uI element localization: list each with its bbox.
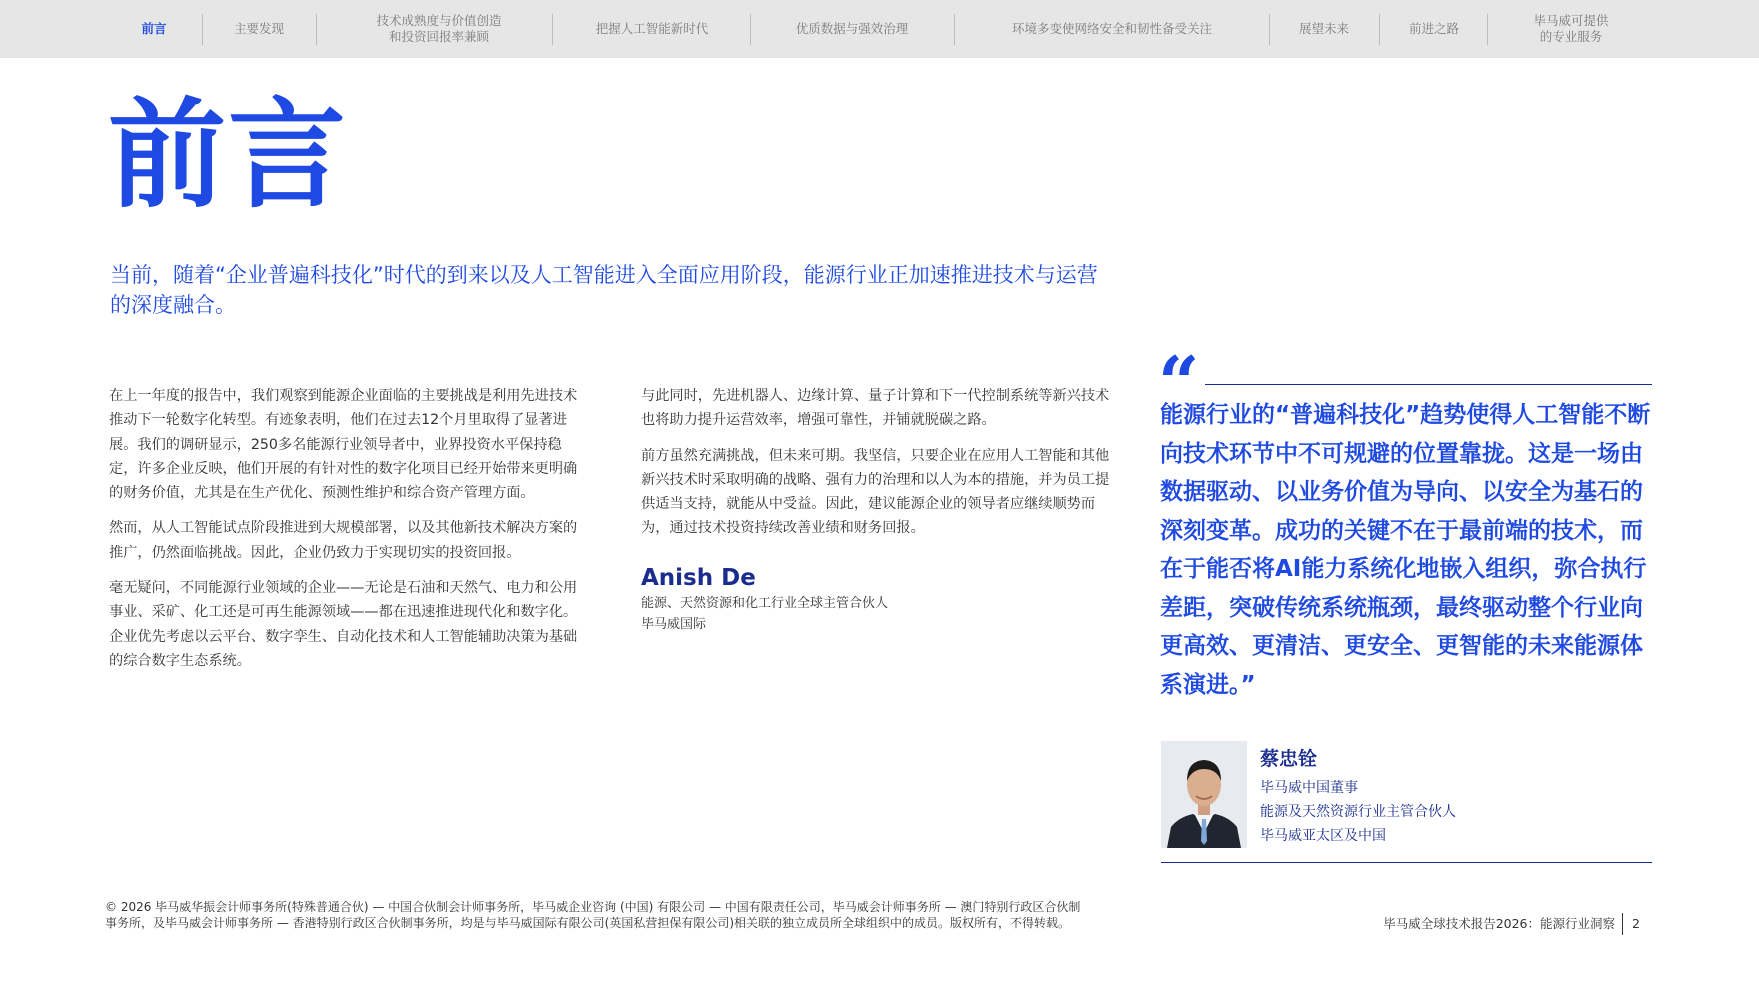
nav-item-way-forward[interactable]: 前进之路 (1408, 21, 1459, 36)
body-column-2 (641, 384, 1113, 635)
quote-author-name: 蔡忠铨 (1260, 748, 1318, 770)
quote-bottom-rule (1161, 862, 1652, 863)
nav-item-services[interactable]: 毕马威可提供 的专业服务 (1533, 13, 1609, 44)
nav-divider (1487, 14, 1488, 45)
nav-item-ai-era[interactable]: 把握人工智能新时代 (595, 21, 709, 36)
quote-author-title: 毕马威亚太区及中国 (1260, 828, 1386, 844)
nav-item-preface[interactable]: 前言 (141, 21, 167, 36)
author-organization: 毕马威国际 (641, 616, 707, 632)
footer-divider (1622, 913, 1623, 935)
nav-item-tech-maturity[interactable]: 技术成熟度与价值创造 和投资回报率兼顾 (376, 13, 502, 44)
quote-author-title: 毕马威中国董事 (1260, 780, 1358, 796)
paragraph: 毫无疑问，不同能源行业领域的企业——无论是石油和天然气、电力和公用事业、采矿、化工还是可再生能源领域——都在迅速推进现代化和数字化。企业优先考虑以云平台、数字孪生、自动化技术和人工智能辅助决策为基础的综合数字生态系统。 (109, 580, 578, 669)
paragraph: 然而，从人工智能试点阶段推进到大规模部署，以及其他新技术解决方案的推广，仍然面临挑战。因此，企业仍致力于实现切实的投资回报。 (109, 520, 578, 561)
nav-divider (552, 14, 553, 45)
body-column-1 (109, 384, 581, 684)
quote-mark-icon: “ (1158, 340, 1200, 425)
nav-divider (1269, 14, 1270, 45)
nav-divider (1379, 14, 1380, 45)
copyright-notice: © 2026 毕马威华振会计师事务所(特殊普通合伙) — 中国合伙制会计师事务所，毕马威企业咨询 (中国) 有限公司 — 中国有限责任公司，毕马威会计师事务所 — 澳门特别行政区合伙制事务所，及毕马威会计师事务所 — 香港特别行政区合伙制事务所，均是与毕马威国际有限公司(英国私营担保有限公司)相关联的独立成员所全球组织中的成员。版权所有，不得转载。 (105, 900, 1081, 930)
nav-divider (316, 14, 317, 45)
nav-item-data-governance[interactable]: 优质数据与强效治理 (795, 21, 909, 36)
top-navigation (0, 0, 1759, 58)
page-number: 2 (1632, 916, 1640, 931)
paragraph: 在上一年度的报告中，我们观察到能源企业面临的主要挑战是利用先进技术推动下一轮数字化转型。有迹象表明，他们在过去12个月里取得了显著进展。我们的调研显示，250多名能源行业领导者中，业界投资水平保持稳定，许多企业反映，他们开展的有针对性的数字化项目已经开始带来更明确的财务价值，尤其是在生产优化、预测性维护和综合资产管理方面。 (109, 388, 578, 502)
author-role: 能源、天然资源和化工行业全球主管合伙人 (641, 595, 889, 611)
lead-paragraph: 当前，随着“企业普遍科技化”时代的到来以及人工智能进入全面应用阶段，能源行业正加速推进技术与运营的深度融合。 (110, 263, 1098, 317)
nav-divider (750, 14, 751, 45)
avatar (1161, 741, 1247, 848)
paragraph: 与此同时，先进机器人、边缘计算、量子计算和下一代控制系统等新兴技术也将助力提升运营效率，增强可靠性，并铺就脱碳之路。 (641, 388, 1110, 429)
nav-divider (954, 14, 955, 45)
quote-top-rule (1205, 384, 1652, 385)
quote-author-title: 能源及天然资源行业主管合伙人 (1260, 804, 1456, 820)
page-title: 前言 (108, 86, 349, 224)
paragraph: 前方虽然充满挑战，但未来可期。我坚信，只要企业在应用人工智能和其他新兴技术时采取明确的战略、强有力的治理和以人为本的措施，并为员工提供适当支持，就能从中受益。因此，建议能源企业的领导者应继续顺势而为，通过技术投资持续改善业绩和财务回报。 (641, 447, 1110, 537)
portrait-photo (1161, 741, 1247, 848)
author-name: Anish De (641, 564, 756, 591)
nav-item-key-findings[interactable]: 主要发现 (233, 21, 284, 36)
nav-divider (202, 14, 203, 45)
report-title: 毕马威全球技术报告2026：能源行业洞察 (1383, 916, 1615, 931)
pull-quote: 能源行业的“普遍科技化”趋势使得人工智能不断向技术环节中不可规避的位置靠拢。这是一场由数据驱动、以业务价值为导向、以安全为基石的深刻变革。成功的关键不在于最前端的技术，而在于能否将AI能力系统化地嵌入组织，弥合执行差距，突破传统系统瓶颈，最终驱动整个行业向更高效、更清洁、更安全、更智能的未来能源体系演进。” (1160, 402, 1651, 698)
nav-item-cybersecurity[interactable]: 环境多变使网络安全和韧性备受关注 (1011, 21, 1212, 36)
nav-item-outlook[interactable]: 展望未来 (1298, 21, 1349, 36)
